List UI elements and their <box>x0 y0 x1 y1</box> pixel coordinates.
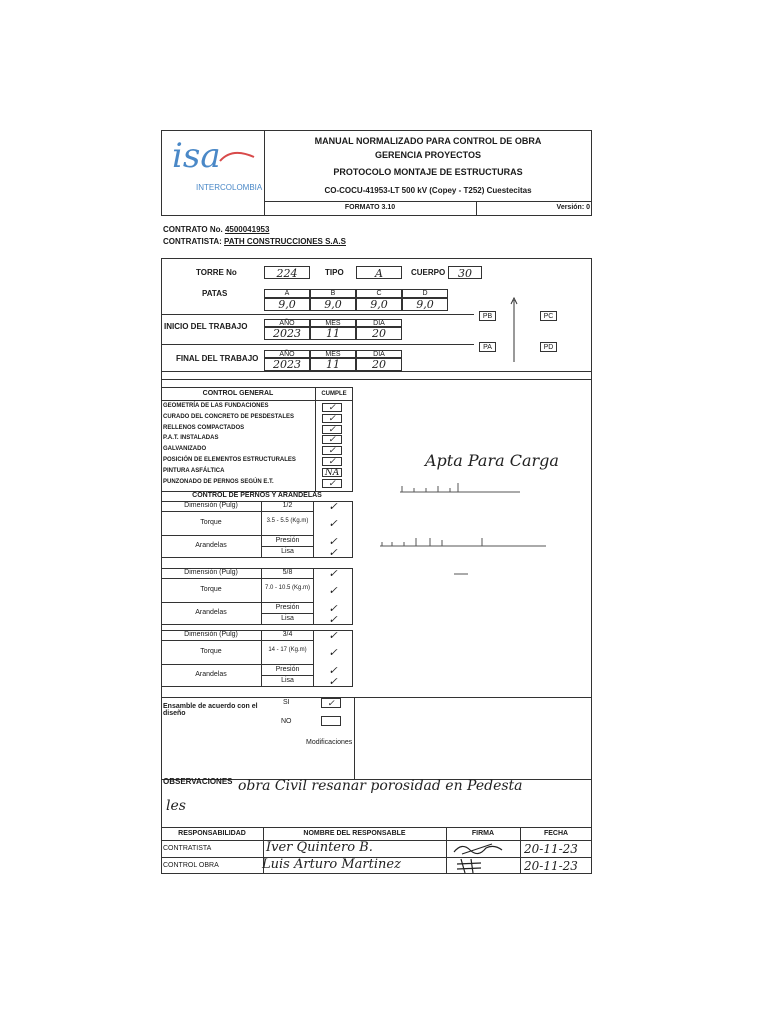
control-general-item-label: P.A.T. INSTALADAS <box>163 435 219 442</box>
pernos-torque-value: 3.5 - 5.5 (Kg.m) <box>262 512 314 536</box>
pernos-dim-label: Dimensión (Pulg) <box>161 630 262 641</box>
pernos-presion-label: Presión <box>262 536 314 547</box>
contrato-value: 4500041953 <box>224 225 270 234</box>
inicio-ano-header: AÑO <box>264 319 310 327</box>
modificaciones-label: Modificaciones <box>306 739 353 746</box>
pata-a-header: A <box>264 289 310 298</box>
control-general-item-label: GEOMETRÍA DE LAS FUNDACIONES <box>163 403 269 409</box>
signature-2-icon <box>455 857 485 874</box>
pernos-torque-value: 14 - 17 (Kg.m) <box>262 641 314 665</box>
firmas-header-nombre: NOMBRE DEL RESPONSABLE <box>303 830 406 837</box>
tipo-label: TIPO <box>325 268 344 277</box>
firmas-header-fecha: FECHA <box>543 830 569 837</box>
firma-row-1-rol: CONTRATISTA <box>163 845 212 852</box>
cuerpo-label: CUERPO <box>411 268 446 277</box>
control-general-item-check[interactable]: ✓ <box>322 446 342 455</box>
control-general-item-check[interactable]: ✓ <box>322 435 342 444</box>
pata-d-header: D <box>402 289 448 298</box>
pernos-check-mark: ✓ <box>328 517 338 530</box>
inicio-mes: 11 <box>310 327 356 340</box>
firmas-header-firma: FIRMA <box>471 830 495 837</box>
cumple-header: CUMPLE <box>321 391 347 397</box>
pernos-presion-label: Presión <box>262 665 314 676</box>
version-label: Versión: 0 <box>556 204 590 211</box>
pernos-arandelas-label: Arandelas <box>161 603 262 625</box>
inicio-table <box>264 319 402 340</box>
contrato-line <box>163 225 269 234</box>
firma-row-2-nombre: Luis Arturo Martinez <box>262 857 401 872</box>
observaciones-label: OBSERVACIONES <box>163 777 233 786</box>
pernos-check-mark: ✓ <box>328 613 338 626</box>
control-general-item-label: GALVANIZADO <box>163 446 207 453</box>
control-general-item-check[interactable]: ✓ <box>322 414 342 423</box>
header-title-4: CO-COCU-41953-LT 500 kV (Copey - T252) Cuestecitas <box>324 186 532 195</box>
final-table <box>264 350 402 371</box>
signature-1-icon <box>452 840 512 857</box>
control-general-title: CONTROL GENERAL <box>202 390 274 397</box>
pernos-torque-label: Torque <box>161 512 262 536</box>
ensamble-no-label: NO <box>281 718 292 725</box>
logo-subtitle: INTERCOLOMBIA <box>196 183 263 192</box>
pernos-check-mark: ✓ <box>328 664 338 677</box>
pata-b-header: B <box>310 289 356 298</box>
control-general-item-label: RELLENOS COMPACTADOS <box>163 424 245 431</box>
pernos-lisa-label: Lisa <box>262 676 314 687</box>
pernos-lisa-label: Lisa <box>262 614 314 625</box>
final-label: FINAL DEL TRABAJO <box>176 354 259 363</box>
firma-row-1-fecha: 20-11-23 <box>524 842 578 856</box>
logo <box>170 135 263 195</box>
pernos-arandelas-label: Arandelas <box>161 665 262 687</box>
torre-value: 224 <box>264 266 310 279</box>
header-title-1: MANUAL NORMALIZADO PARA CONTROL DE OBRA <box>314 136 542 146</box>
inicio-mes-header: MES <box>310 319 356 327</box>
pernos-torque-label: Torque <box>161 579 262 603</box>
inicio-ano: 2023 <box>264 327 310 340</box>
final-ano-header: AÑO <box>264 350 310 358</box>
pernos-dim-value: 5/8 <box>262 568 314 579</box>
pernos-presion-label: Presión <box>262 603 314 614</box>
pernos-check-mark: ✓ <box>328 546 338 559</box>
control-general-item-check[interactable]: NA <box>322 468 342 477</box>
control-general-item-label: PINTURA ASFÁLTICA <box>163 467 225 474</box>
scale-ticks-icon <box>378 478 578 578</box>
pata-c-value: 9,0 <box>356 298 402 311</box>
inicio-dia-header: DIA <box>356 319 402 327</box>
north-arrow-icon <box>508 296 520 364</box>
diagram-pb: PB <box>479 311 496 321</box>
pernos-title: CONTROL DE PERNOS Y ARANDELAS <box>192 492 322 499</box>
final-ano: 2023 <box>264 358 310 371</box>
pernos-check-mark: ✓ <box>328 629 338 642</box>
final-mes: 11 <box>310 358 356 371</box>
pernos-check-mark: ✓ <box>328 535 338 548</box>
ensamble-label: Ensamble de acuerdo con el diseño <box>163 703 258 717</box>
formato-label: FORMATO 3.10 <box>344 204 396 211</box>
control-general-item-check[interactable]: ✓ <box>322 403 342 412</box>
final-dia: 20 <box>356 358 402 371</box>
cuerpo-value: 30 <box>448 266 482 279</box>
patas-label: PATAS <box>202 289 228 298</box>
torre-label: TORRE No <box>196 268 237 277</box>
pernos-dim-label: Dimensión (Pulg) <box>161 568 262 579</box>
diagram-pd: PD <box>540 342 557 352</box>
header-title-3: PROTOCOLO MONTAJE DE ESTRUCTURAS <box>333 167 523 177</box>
control-general-item-label: PUNZONADO DE PERNOS SEGÚN E.T. <box>163 478 274 485</box>
pernos-lisa-label: Lisa <box>262 547 314 558</box>
contratista-line <box>163 237 346 246</box>
contrato-label: CONTRATO No. <box>163 225 223 234</box>
pernos-check-mark: ✓ <box>328 602 338 615</box>
pernos-check-mark: ✓ <box>328 646 338 659</box>
pata-c-header: C <box>356 289 402 298</box>
inicio-dia: 20 <box>356 327 402 340</box>
inicio-label: INICIO DEL TRABAJO <box>164 322 248 331</box>
pernos-torque-value: 7.0 - 10.5 (Kg.m) <box>262 579 314 603</box>
header-title-2: GERENCIA PROYECTOS <box>374 150 482 160</box>
apta-para-carga: Apta Para Carga <box>425 451 559 470</box>
firma-row-2-rol: CONTROL OBRA <box>163 862 219 869</box>
firma-row-1-nombre: Iver Quintero B. <box>266 840 373 855</box>
pernos-arandelas-label: Arandelas <box>161 536 262 558</box>
observaciones-text-1: obra Civil resanar porosidad en Pedesta <box>238 778 523 794</box>
control-general-item-check[interactable]: ✓ <box>322 479 342 488</box>
control-general-item-label: CURADO DEL CONCRETO DE PESDESTALES <box>163 413 295 420</box>
pernos-check-mark: ✓ <box>328 584 338 597</box>
pernos-torque-label: Torque <box>161 641 262 665</box>
firmas-header-resp: RESPONSABILIDAD <box>178 830 246 837</box>
pernos-check-mark: ✓ <box>328 567 338 580</box>
pernos-dim-value: 1/2 <box>262 501 314 512</box>
pernos-dim-value: 3/4 <box>262 630 314 641</box>
final-mes-header: MES <box>310 350 356 358</box>
patas-table <box>264 289 448 311</box>
pernos-dim-label: Dimensión (Pulg) <box>161 501 262 512</box>
ensamble-no-checkbox[interactable] <box>321 716 341 726</box>
contratista-value: PATH CONSTRUCCIONES S.A.S <box>224 237 346 246</box>
ensamble-si-checkbox[interactable]: ✓ <box>321 698 341 708</box>
isa-logo-icon <box>170 135 260 175</box>
diagram-pa: PA <box>479 342 496 352</box>
pata-b-value: 9,0 <box>310 298 356 311</box>
diagram-pc: PC <box>540 311 557 321</box>
contratista-label: CONTRATISTA: <box>163 237 222 246</box>
control-general-item-label: POSICIÓN DE ELEMENTOS ESTRUCTURALES <box>163 457 296 463</box>
pernos-check-mark: ✓ <box>328 675 338 688</box>
control-general-item-check[interactable]: ✓ <box>322 425 342 434</box>
pata-d-value: 9,0 <box>402 298 448 311</box>
pernos-check-mark: ✓ <box>328 500 338 513</box>
tipo-value: A <box>356 266 402 279</box>
observaciones-text-2: les <box>166 798 186 814</box>
svg-text:isa: isa <box>172 136 221 175</box>
pata-a-value: 9,0 <box>264 298 310 311</box>
ensamble-si-label: SI <box>283 699 290 706</box>
firma-row-2-fecha: 20-11-23 <box>524 859 578 873</box>
final-dia-header: DIA <box>356 350 402 358</box>
control-general-item-check[interactable]: ✓ <box>322 457 342 466</box>
